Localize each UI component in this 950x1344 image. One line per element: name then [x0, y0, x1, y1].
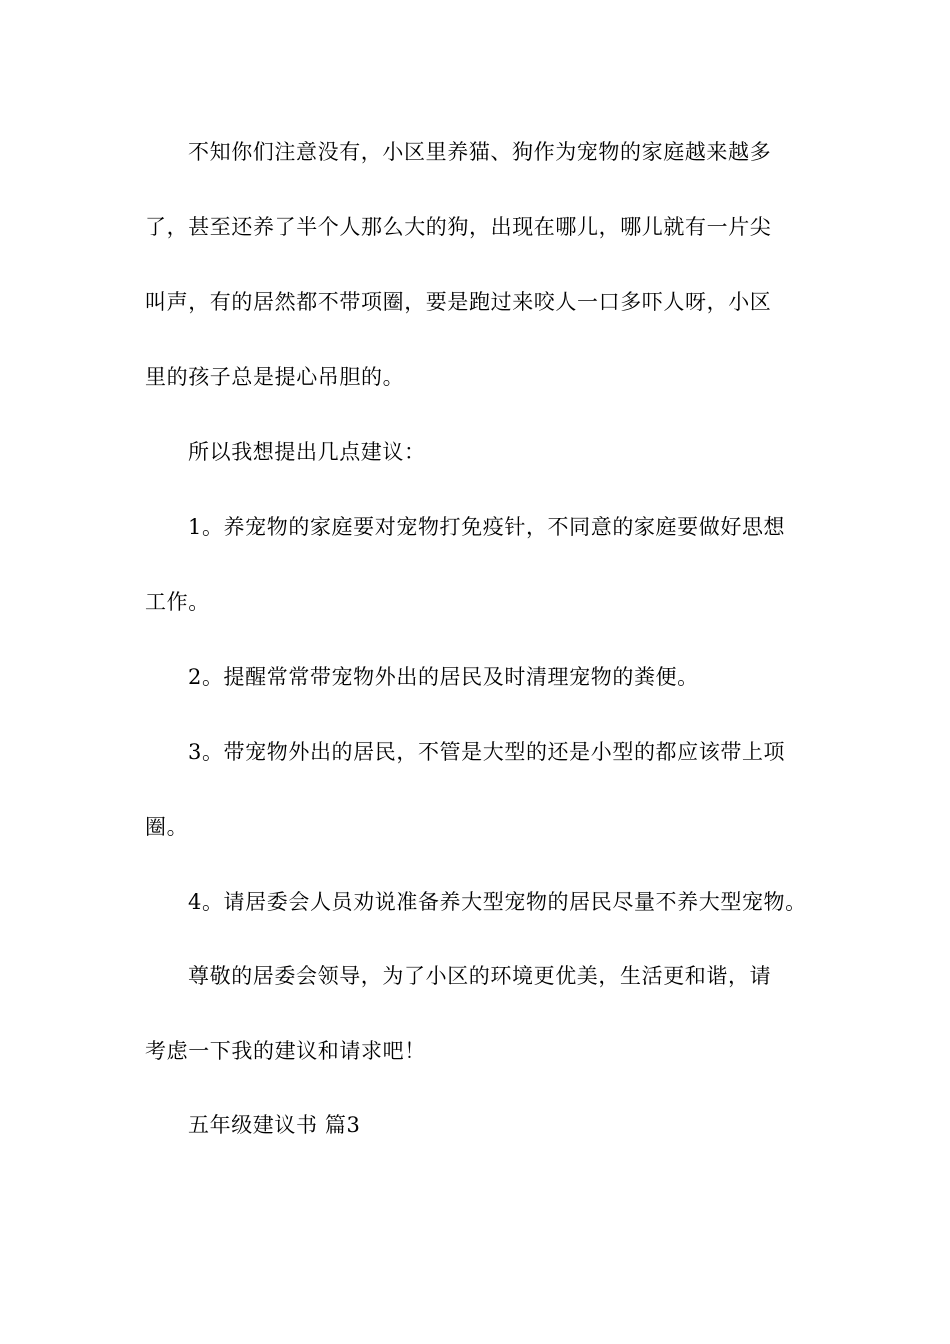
list-item-line: 3。带宠物外出的居民，不管是大型的还是小型的都应该带上项	[188, 740, 786, 764]
paragraph-line: 所以我想提出几点建议：	[188, 440, 426, 464]
paragraph-line: 不知你们注意没有，小区里养猫、狗作为宠物的家庭越来越多	[188, 140, 772, 164]
paragraph-line: 尊敬的居委会领导，为了小区的环境更优美，生活更和谐，请	[188, 964, 772, 988]
paragraph-line: 叫声，有的居然都不带项圈，要是跑过来咬人一口多吓人呀，小区	[145, 290, 772, 314]
list-item-line: 4。请居委会人员劝说准备养大型宠物的居民尽量不养大型宠物。	[188, 890, 807, 914]
list-item-line: 工作。	[145, 590, 210, 614]
list-item-line: 圈。	[145, 815, 189, 839]
paragraph-line: 考虑一下我的建议和请求吧！	[145, 1039, 426, 1063]
paragraph-line: 了，甚至还养了半个人那么大的狗，出现在哪儿，哪儿就有一片尖	[145, 215, 772, 239]
section-heading: 五年级建议书 篇3	[188, 1113, 361, 1137]
paragraph-line: 里的孩子总是提心吊胆的。	[145, 365, 405, 389]
list-item-line: 1。养宠物的家庭要对宠物打免疫针，不同意的家庭要做好思想	[188, 515, 786, 539]
list-item-line: 2。提醒常常带宠物外出的居民及时清理宠物的粪便。	[188, 665, 699, 689]
